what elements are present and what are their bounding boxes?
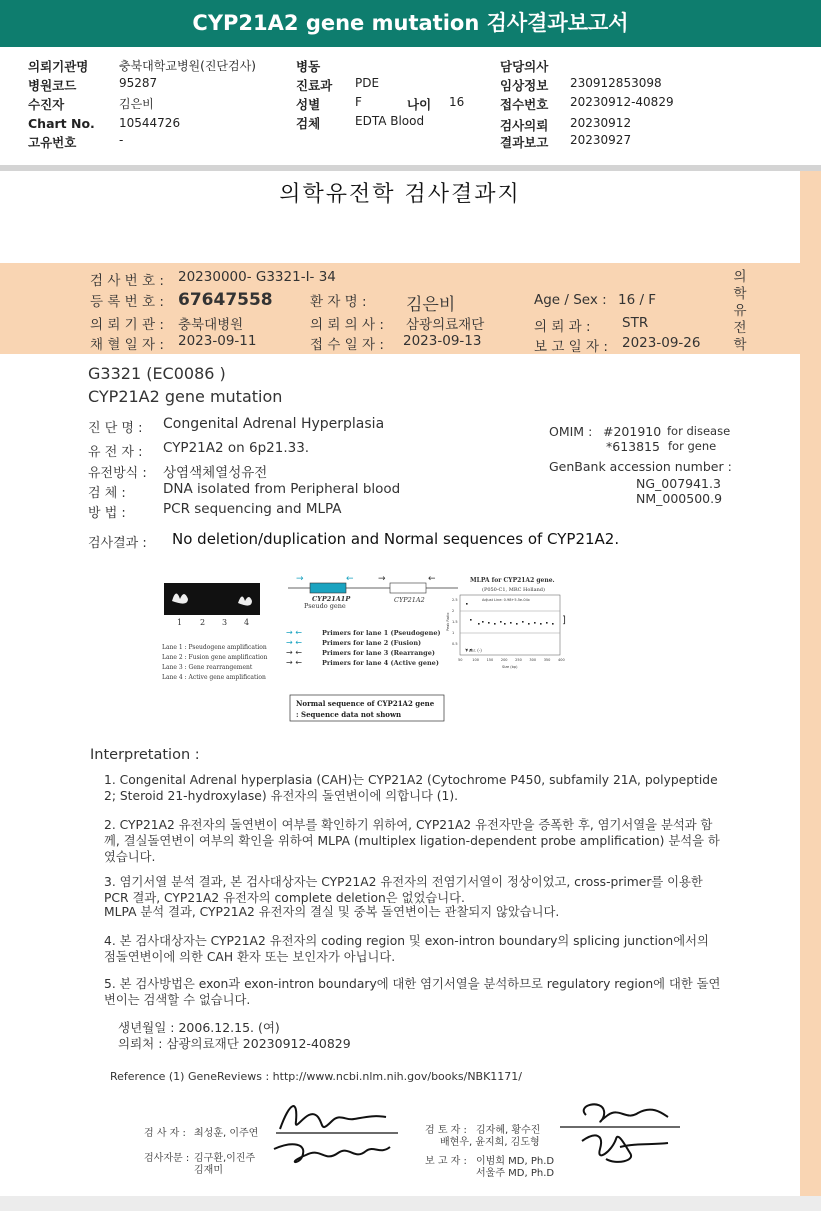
- header-value: 충북대학교병원(진단검사): [119, 59, 256, 73]
- omim-label: OMIM :: [549, 424, 593, 439]
- mlpa-point: [482, 621, 484, 623]
- mlpa-point: [552, 623, 554, 625]
- signature-reviewer: [556, 1091, 686, 1171]
- lane-legend: Lane 4 : Active gene amplification: [162, 674, 266, 681]
- doctor-label: 의 뢰 의 사 :: [310, 317, 384, 333]
- header-key: 의뢰기관명: [28, 59, 89, 74]
- mlpa-adjust: Adjust Line: 0.98+5.5e-04x: [482, 598, 530, 602]
- mlpa-xlabel: Size (bp): [502, 665, 518, 669]
- mlpa-x-tick: 100: [472, 658, 479, 662]
- reporter-2: 서울주 MD, Ph.D: [476, 1168, 555, 1179]
- omim-disease: #201910: [603, 424, 662, 439]
- omim-gene-note: for gene: [668, 439, 717, 453]
- interp-item: 5. 본 검사방법은 exon과 exon-intron boundary에 대한 염기서열을 분석하므로 regulatory region에 대한 돌연변이는 검색할 수 없습니다.: [104, 977, 721, 1007]
- pseudogene-box: [310, 583, 346, 593]
- omim-disease-note: for disease: [667, 424, 731, 438]
- header-key: 성별: [296, 97, 321, 112]
- reviewer-1: 김자혜, 황수진: [476, 1125, 541, 1136]
- header-value: EDTA Blood: [355, 114, 425, 128]
- header-value: F: [355, 95, 362, 109]
- header-key: 임상정보: [500, 78, 549, 93]
- mlpa-x-ticks: [458, 658, 565, 662]
- lane-legend: Lane 3 : Gene rearrangement: [162, 664, 253, 671]
- interp-item: 4. 본 검사대상자는 CYP21A2 유전자의 coding region 및 exon-intron boundary의 splicing junction에서의 점돌연변이에 의한 CAH 환자 또는 보인자가 아닙니다.: [104, 934, 709, 964]
- inst-label: 의 뢰 기 관 :: [90, 317, 164, 333]
- mlpa-point: [494, 623, 496, 625]
- mlpa-y-tick: 0.5: [452, 642, 458, 646]
- sequence-line1: Normal sequence of CYP21A2 gene: [296, 699, 435, 708]
- reg-no: 67647558: [178, 290, 273, 310]
- lane-number: 2: [200, 618, 206, 627]
- primer-arrow-icon: → ←: [286, 648, 302, 657]
- mlpa-point: [504, 623, 506, 625]
- test-no-label: 검 사 번 호 :: [90, 273, 164, 289]
- mlpa-x-tick: 300: [529, 658, 537, 662]
- mlpa-x-tick: 350: [543, 658, 551, 662]
- header-value: PDE: [355, 76, 380, 90]
- agesex: 16 / F: [618, 292, 657, 308]
- interp-item: 1. Congenital Adrenal hyperplasia (CAH)는 CYP21A2 (Cytochrome P450, subfamily 21A, polypeptide 2; Steroid 21-hydroxylase) 유전자의 돌연변이에 의합니다 (1).: [104, 773, 718, 803]
- primer-legend: Primers for lane 2 (Fusion): [322, 639, 422, 647]
- header-key: 담당의사: [500, 59, 549, 74]
- test-name: CYP21A2 gene mutation: [88, 387, 283, 406]
- date-of-birth: 생년월일 : 2006.12.15. (여): [118, 1020, 280, 1035]
- lane-legend: Lane 2 : Fusion gene amplification: [162, 654, 268, 661]
- info-key: 진 단 명 :: [88, 421, 143, 436]
- interp-item: MLPA 분석 결과, CYP21A2 유전자의 결실 및 중복 돌연변이는 관찰되지 않았습니다.: [104, 905, 560, 919]
- mlpa-point: [500, 621, 502, 623]
- header-key: 나이: [407, 97, 432, 112]
- mlpa-point: [466, 603, 468, 605]
- lane-number: 3: [222, 618, 228, 627]
- report-label: 보 고 일 자 :: [534, 339, 608, 355]
- mlpa-point: [540, 623, 542, 625]
- inst: 충북대병원: [178, 317, 244, 333]
- header-key: 결과보고: [500, 135, 549, 150]
- mlpa-y-tick: 1: [452, 631, 455, 635]
- info-key: 유 전 자 :: [88, 445, 143, 460]
- advisor-2: 김재미: [194, 1165, 223, 1176]
- mlpa-point: [470, 619, 472, 621]
- page-edge-strip: [800, 171, 821, 1196]
- primer-legend: Primers for lane 1 (Pseudogene): [322, 629, 441, 637]
- mlpa-y-tick: 2.5: [452, 598, 458, 602]
- advisor-label: 검사자문 :: [144, 1153, 190, 1164]
- mlpa-x-tick: 400: [558, 658, 565, 662]
- header-value: 10544726: [119, 116, 181, 130]
- test-no: 20230000- G3321-I- 34: [178, 269, 336, 285]
- header-row: [28, 57, 88, 75]
- mlpa-x-tick: 150: [486, 658, 494, 662]
- tester-label: 검 사 자 :: [144, 1128, 186, 1139]
- primer-arrow-icon: ←: [346, 574, 354, 584]
- diagnosis: Congenital Adrenal Hyperplasia: [163, 416, 385, 432]
- header-key: 수진자: [28, 97, 65, 112]
- interp-item: 3. 염기서열 분석 결과, 본 검사대상자는 CYP21A2 유전자의 전염기서열이 정상이었고, cross-primer를 이용한 PCR 결과, CYP21A2 유전자의 complete deletion은 없었습니다.: [104, 875, 703, 905]
- mlpa-y-ticks: [452, 598, 458, 646]
- reviewer-2: 배현우, 윤지희, 김도형: [440, 1137, 540, 1148]
- reviewer-label: 검 토 자 :: [425, 1125, 467, 1136]
- primer-legend: Primers for lane 4 (Active gene): [322, 659, 439, 667]
- document-title: 의학유전학 검사결과지: [279, 182, 521, 207]
- requester: 의뢰처 : 삼광의료재단 20230912-40829: [118, 1036, 351, 1051]
- reporter-1: 이범희 MD, Ph.D: [476, 1156, 555, 1167]
- lane-number: 1: [177, 618, 183, 627]
- patient-name-label: 환 자 명 :: [310, 294, 367, 310]
- mlpa-title: MLPA for CYP21A2 gene.: [470, 577, 555, 584]
- agesex-label: Age / Sex :: [534, 292, 607, 308]
- mlpa-x-tick: 200: [500, 658, 508, 662]
- side-label: 의학유전학: [733, 269, 747, 353]
- signature-tester: [262, 1091, 422, 1171]
- info-key: 방 법 :: [88, 506, 126, 521]
- collect-date: 2023-09-11: [178, 333, 257, 349]
- mlpa-ychr: Y chr. (-): [465, 648, 482, 653]
- bottom-margin: [0, 1196, 821, 1211]
- header-value: 20230912: [570, 116, 632, 130]
- mlpa-point: [534, 622, 536, 624]
- primer-arrow-icon: → ←: [286, 638, 302, 647]
- doctor: 삼광의료재단: [406, 317, 485, 333]
- scanned-document: [0, 171, 800, 1196]
- lane-legend: Lane 1 : Pseudogene amplification: [162, 644, 267, 651]
- mlpa-point: [478, 623, 480, 625]
- mlpa-point: [522, 621, 524, 623]
- mlpa-point: [488, 622, 490, 624]
- test-code: G3321 (EC0086 ): [88, 364, 226, 383]
- header-key: 병원코드: [28, 78, 77, 93]
- info-key: 유전방식 :: [88, 466, 147, 481]
- reference: Reference (1) GeneReviews : http://www.ncbi.nlm.nih.gov/books/NBK1171/: [110, 1070, 523, 1083]
- report-title: CYP21A2 gene mutation 검사결과보고서: [0, 0, 821, 47]
- header-value: 20230912-40829: [570, 95, 674, 109]
- reg-no-label: 등 록 번 호 :: [90, 294, 164, 310]
- header-key: 병동: [296, 59, 321, 74]
- mlpa-y-tick: 1.5: [452, 620, 458, 624]
- patient-name: 김은비: [406, 295, 456, 315]
- mlpa-ylabel: Peak Ratio: [446, 612, 450, 631]
- mlpa-point: [546, 622, 548, 624]
- result-text: No deletion/duplication and Normal sequences of CYP21A2.: [172, 530, 620, 548]
- dept-label: 의 뢰 과 :: [534, 319, 591, 335]
- receive-label: 접 수 일 자 :: [310, 337, 384, 353]
- omim-gene: *613815: [606, 439, 660, 454]
- header-key: 검체: [296, 116, 321, 131]
- header-key: 진료과: [296, 78, 333, 93]
- mlpa-point: [510, 622, 512, 624]
- tester: 최성훈, 이주연: [194, 1128, 259, 1139]
- report-header: [0, 47, 821, 165]
- header-value: 230912853098: [570, 76, 662, 90]
- header-key: 검사의뢰: [500, 118, 549, 133]
- pseudogene-sub: Pseudo gene: [304, 602, 346, 610]
- mlpa-y-tick: 2: [452, 609, 455, 613]
- mlpa-x-tick: 250: [515, 658, 522, 662]
- gene: CYP21A2 on 6p21.33.: [163, 440, 310, 456]
- method: PCR sequencing and MLPA: [163, 501, 342, 517]
- mlpa-point: [516, 623, 518, 625]
- interp-item: 2. CYP21A2 유전자의 돌연변이 여부를 확인하기 위하여, CYP21A2 유전자만을 증폭한 후, 염기서열을 분석과 함께, 결실돌연변이 여부의 확인을 위하여 MLPA (multiplex ligation-dependent probe amplification) 분석을 하였습니다.: [104, 818, 720, 864]
- primer-arrow-icon: →: [378, 574, 386, 584]
- pseudogene-label: CYP21A1P: [312, 595, 351, 603]
- interp-label: Interpretation :: [90, 747, 200, 763]
- header-value: 김은비: [119, 97, 154, 111]
- genbank-label: GenBank accession number :: [549, 459, 732, 474]
- primer-legend: Primers for lane 3 (Rearrange): [322, 649, 435, 657]
- specimen: DNA isolated from Peripheral blood: [163, 481, 401, 497]
- mlpa-point: [528, 623, 530, 625]
- report-date: 2023-09-26: [622, 335, 701, 351]
- header-key: 접수번호: [500, 97, 549, 112]
- reporter-label: 보 고 자 :: [425, 1156, 467, 1167]
- mlpa-x-tick: 50: [458, 658, 463, 662]
- primer-arrow-icon: ←: [428, 574, 436, 584]
- header-key: 고유번호: [28, 135, 77, 150]
- dept: STR: [622, 315, 649, 331]
- header-value: 20230927: [570, 133, 632, 147]
- lane-number: 4: [244, 618, 250, 627]
- header-key: Chart No.: [28, 116, 95, 131]
- mlpa-sub: (P050-C1, MRC Holland): [482, 587, 545, 593]
- header-value: 16: [449, 95, 465, 109]
- primer-arrow-icon: → ←: [286, 628, 302, 637]
- mlpa-plot-frame: [460, 595, 560, 655]
- header-value: -: [119, 133, 124, 147]
- active-gene-box: [390, 583, 426, 593]
- primer-arrow-icon: → ←: [286, 658, 302, 667]
- gene-label: CYP21A2: [394, 596, 425, 604]
- receive-date: 2023-09-13: [403, 333, 482, 349]
- genbank-1: NG_007941.3: [636, 476, 721, 491]
- genbank-2: NM_000500.9: [636, 491, 723, 506]
- advisor-1: 김구환,이진주: [194, 1153, 256, 1164]
- result-label: 검사결과 :: [88, 536, 147, 551]
- sequence-line2: : Sequence data not shown: [296, 710, 402, 719]
- inheritance: 상염색체열성유전: [163, 465, 268, 481]
- test-figure: [160, 573, 590, 723]
- header-value: 95287: [119, 76, 158, 90]
- primer-arrow-icon: →: [296, 574, 304, 584]
- info-key: 검 체 :: [88, 486, 126, 501]
- bracket-icon: ]: [562, 615, 566, 626]
- collect-label: 채 혈 일 자 :: [90, 337, 164, 353]
